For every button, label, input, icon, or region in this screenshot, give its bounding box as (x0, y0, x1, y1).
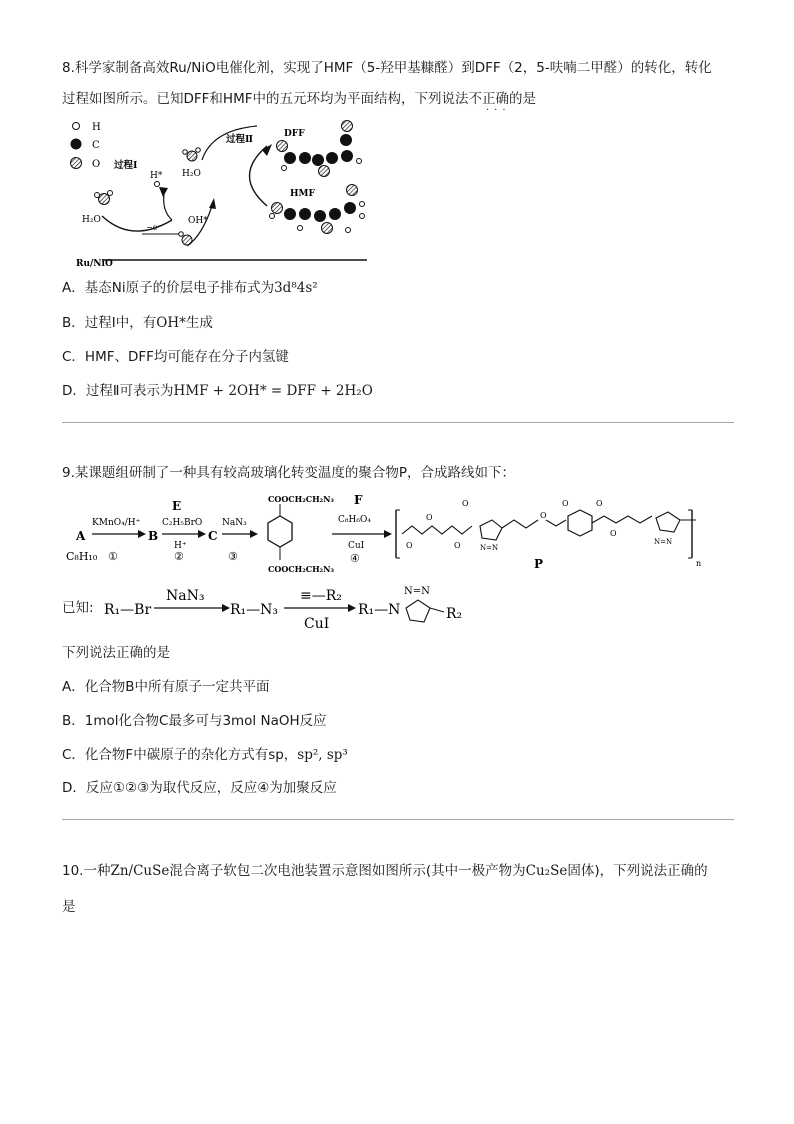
known-product-r1: R₁—N (358, 602, 401, 618)
svg-text:O: O (462, 499, 469, 508)
step-4: ④ (350, 552, 360, 565)
q9-known-label: 已知: (62, 600, 94, 616)
known-r1n3: R₁—N₃ (230, 602, 279, 618)
known-cui: CuI (304, 616, 330, 632)
process1-label: 过程Ⅰ (114, 160, 138, 171)
compound-e: E (172, 499, 182, 513)
q9-option-d: D．反应①②③为取代反应，反应④为加聚反应 (62, 780, 337, 796)
known-alkyne: ≡—R₂ (300, 588, 342, 604)
step-1: ① (108, 550, 118, 563)
polymer-n: n (696, 559, 702, 568)
svg-text:O: O (406, 541, 413, 550)
q8-option-a: A．基态Ni原子的价层电子排布式为3d⁸4s² (62, 280, 318, 296)
h2o-label-left: H₂O (82, 215, 101, 225)
legend-c-text: C (92, 140, 100, 151)
svg-text:N=N: N=N (480, 544, 499, 552)
emphasis-dots: ··· (486, 105, 511, 116)
q10-stem-line2: 是 (62, 899, 76, 915)
legend-o-text: O (92, 159, 101, 170)
svg-text:O: O (454, 541, 461, 550)
legend-h-atom (73, 123, 80, 130)
q8-option-d: D．过程Ⅱ可表示为HMF + 2OH* = DFF + 2H₂O (62, 383, 373, 399)
known-nan3: NaN₃ (166, 588, 205, 604)
q9-option-a: A．化合物B中所有原子一定共平面 (62, 679, 270, 695)
svg-text:O: O (426, 513, 433, 522)
substituent-top: COOCH₂CH₂N₃ (268, 494, 334, 504)
substituent-bottom: COOCH₂CH₂N₃ (268, 564, 334, 574)
known-r1br: R₁—Br (104, 602, 152, 618)
reagent-4: C₈H₆O₄ (338, 515, 371, 525)
q9-prompt: 下列说法正确的是 (62, 645, 170, 661)
dff-label: DFF (284, 129, 305, 139)
h2o-label-mid: H₂O (182, 169, 201, 179)
q10-stem-line1: 10.一种Zn/CuSe混合离子软包二次电池装置示意图如图所示(其中一极产物为Cu₂Se固体)，下列说法正确的 (62, 863, 708, 879)
compound-a-formula: C₈H₁₀ (66, 550, 98, 563)
divider-2 (62, 819, 734, 820)
compound-f: F (354, 493, 363, 507)
svg-text:N=N: N=N (654, 538, 673, 546)
step-3: ③ (228, 550, 238, 563)
reagent-2: C₂H₅BrO (162, 518, 203, 528)
process2-label: 过程Ⅱ (226, 134, 254, 145)
svg-text:O: O (562, 499, 569, 508)
q8-stem-line2: 过程如图所示。已知DFF和HMF中的五元环均为平面结构，下列说法不正确的是 (62, 91, 536, 107)
legend-h-text: H (92, 122, 101, 133)
condition-4: CuI (348, 541, 365, 551)
svg-text:O: O (596, 499, 603, 508)
q9-synthesis-route (62, 490, 712, 582)
compound-a: A (76, 529, 86, 543)
hmf-label: HMF (290, 189, 315, 199)
q9-stem: 9.某课题组研制了一种具有较高玻璃化转变温度的聚合物P，合成路线如下： (62, 465, 516, 481)
legend-o-atom (71, 158, 82, 169)
surface-label: Ru/NiO (76, 259, 113, 269)
svg-text:O: O (610, 529, 617, 538)
reagent-1: KMnO₄/H⁺ (92, 518, 141, 528)
divider-1 (62, 422, 734, 423)
q9-known-reaction (104, 582, 484, 634)
known-product-r2: R₂ (446, 606, 463, 622)
q9-option-b: B．1mol化合物C最多可与3mol NaOH反应 (62, 713, 327, 729)
legend-c-atom (71, 139, 82, 150)
polymer-p: P (534, 557, 544, 571)
step-2: ② (174, 550, 184, 563)
condition-2: H⁺ (174, 541, 187, 551)
q8-reaction-figure (62, 116, 372, 270)
q8-option-b: B．过程Ⅰ中，有OH*生成 (62, 315, 213, 331)
svg-text:O: O (540, 511, 547, 520)
reagent-3: NaN₃ (222, 518, 247, 528)
q8-option-c: C．HMF、DFF均可能存在分子内氢键 (62, 349, 289, 365)
electron-label: −e⁻ (146, 223, 162, 232)
oh-star-label: OH* (188, 216, 208, 226)
h-star-label: H* (150, 171, 163, 181)
known-nn: N=N (404, 586, 430, 597)
compound-b: B (148, 529, 159, 543)
compound-c: C (208, 529, 218, 543)
q8-stem-line1: 8.科学家制备高效Ru/NiO电催化剂，实现了HMF（5-羟甲基糠醛）到DFF（2，5-呋喃二甲醛）的转化，转化 (62, 60, 712, 76)
q9-option-c: C．化合物F中碳原子的杂化方式有sp，sp², sp³ (62, 747, 348, 763)
